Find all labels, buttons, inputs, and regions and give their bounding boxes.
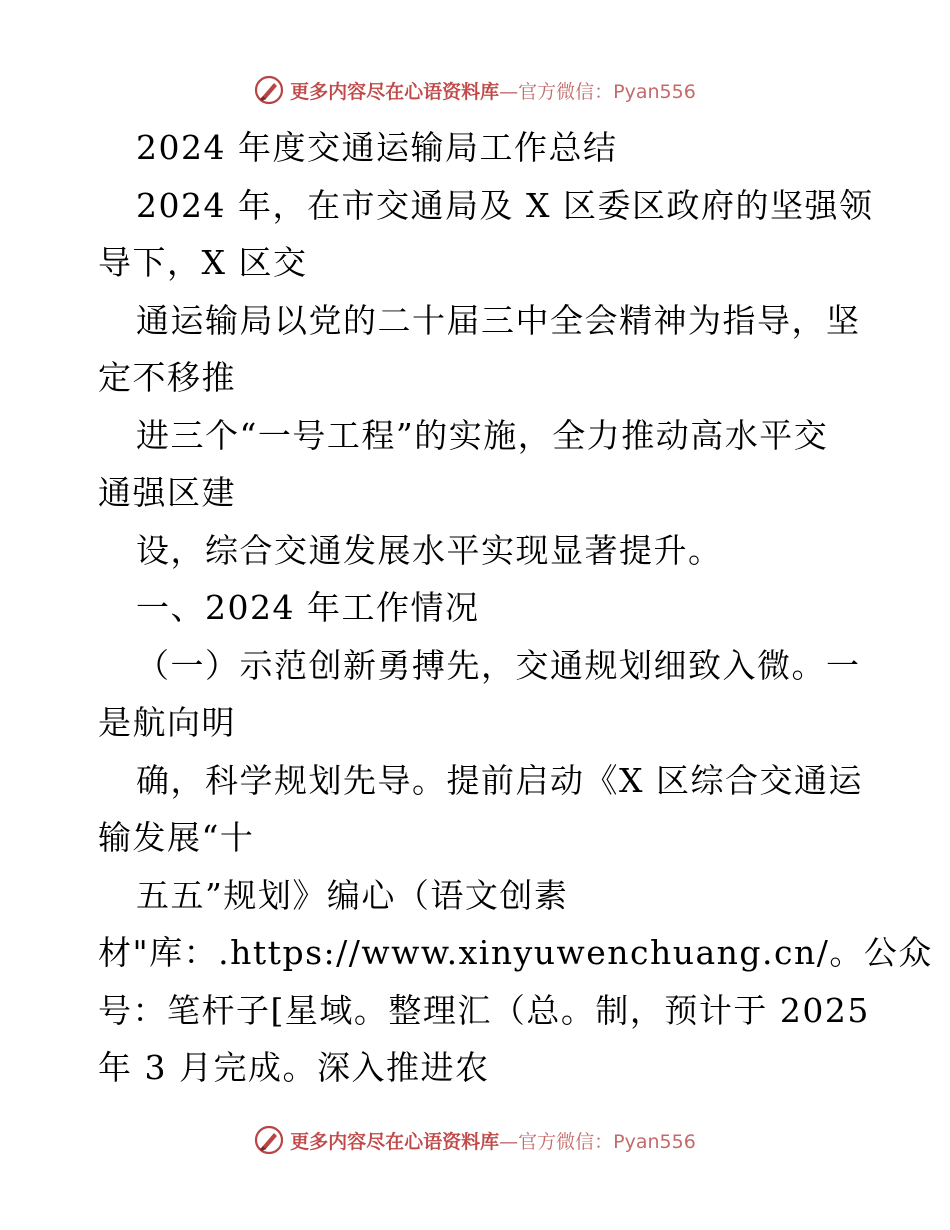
paragraph-line: 材"库：.https://www.xinyuwenchuang.cn/。公众 [98,933,933,972]
watermark-dash: — [499,80,519,103]
watermark-text [290,77,696,104]
paragraph-line: 输发展“十 [98,818,255,857]
paragraph-line: 确，科学规划先导。提前启动《X 区综合交通运 [136,760,863,800]
paragraph-line: 进三个“一号工程”的实施，全力推动高水平交 [136,415,829,455]
paragraph-line: 年 3 月完成。深入推进农 [98,1048,490,1087]
watermark-sub: 官方微信：Pyan556 [518,80,696,103]
paragraph-line: 是航向明 [98,703,236,742]
paragraph-line: 2024 年，在市交通局及 X 区委区政府的坚强领 [136,185,874,225]
paragraph-line: 定不移推 [98,358,236,397]
watermark-sub: 官方微信：Pyan556 [518,1130,696,1153]
paragraph-line: 2024 年度交通运输局工作总结 [136,128,618,167]
watermark-dash: — [499,1130,519,1153]
paragraph-line: 通运输局以党的二十届三中全会精神为指导，坚 [136,300,861,340]
watermark-text [290,1127,696,1154]
paragraph-line: 通强区建 [98,473,236,512]
watermark-main: 更多内容尽在心语资料库 [290,1130,500,1153]
paragraph-line: 导下，X 区交 [98,243,308,282]
paragraph-line: 五五”规划》编心（语文创素 [136,875,569,915]
watermark-footer [0,1120,950,1160]
pen-logo-icon [254,75,284,105]
paragraph-line: （一）示范创新勇搏先，交通规划细致入微。一 [136,645,861,685]
paragraph-line: 一、2024 年工作情况 [136,588,480,627]
watermark-main: 更多内容尽在心语资料库 [290,80,500,103]
paragraph-line: 号：笔杆子[星域。整理汇（总。制，预计于 2025 [98,990,870,1030]
watermark-header [0,70,950,110]
pen-logo-icon [254,1125,284,1155]
paragraph-line: 设，综合交通发展水平实现显著提升。 [136,530,723,570]
